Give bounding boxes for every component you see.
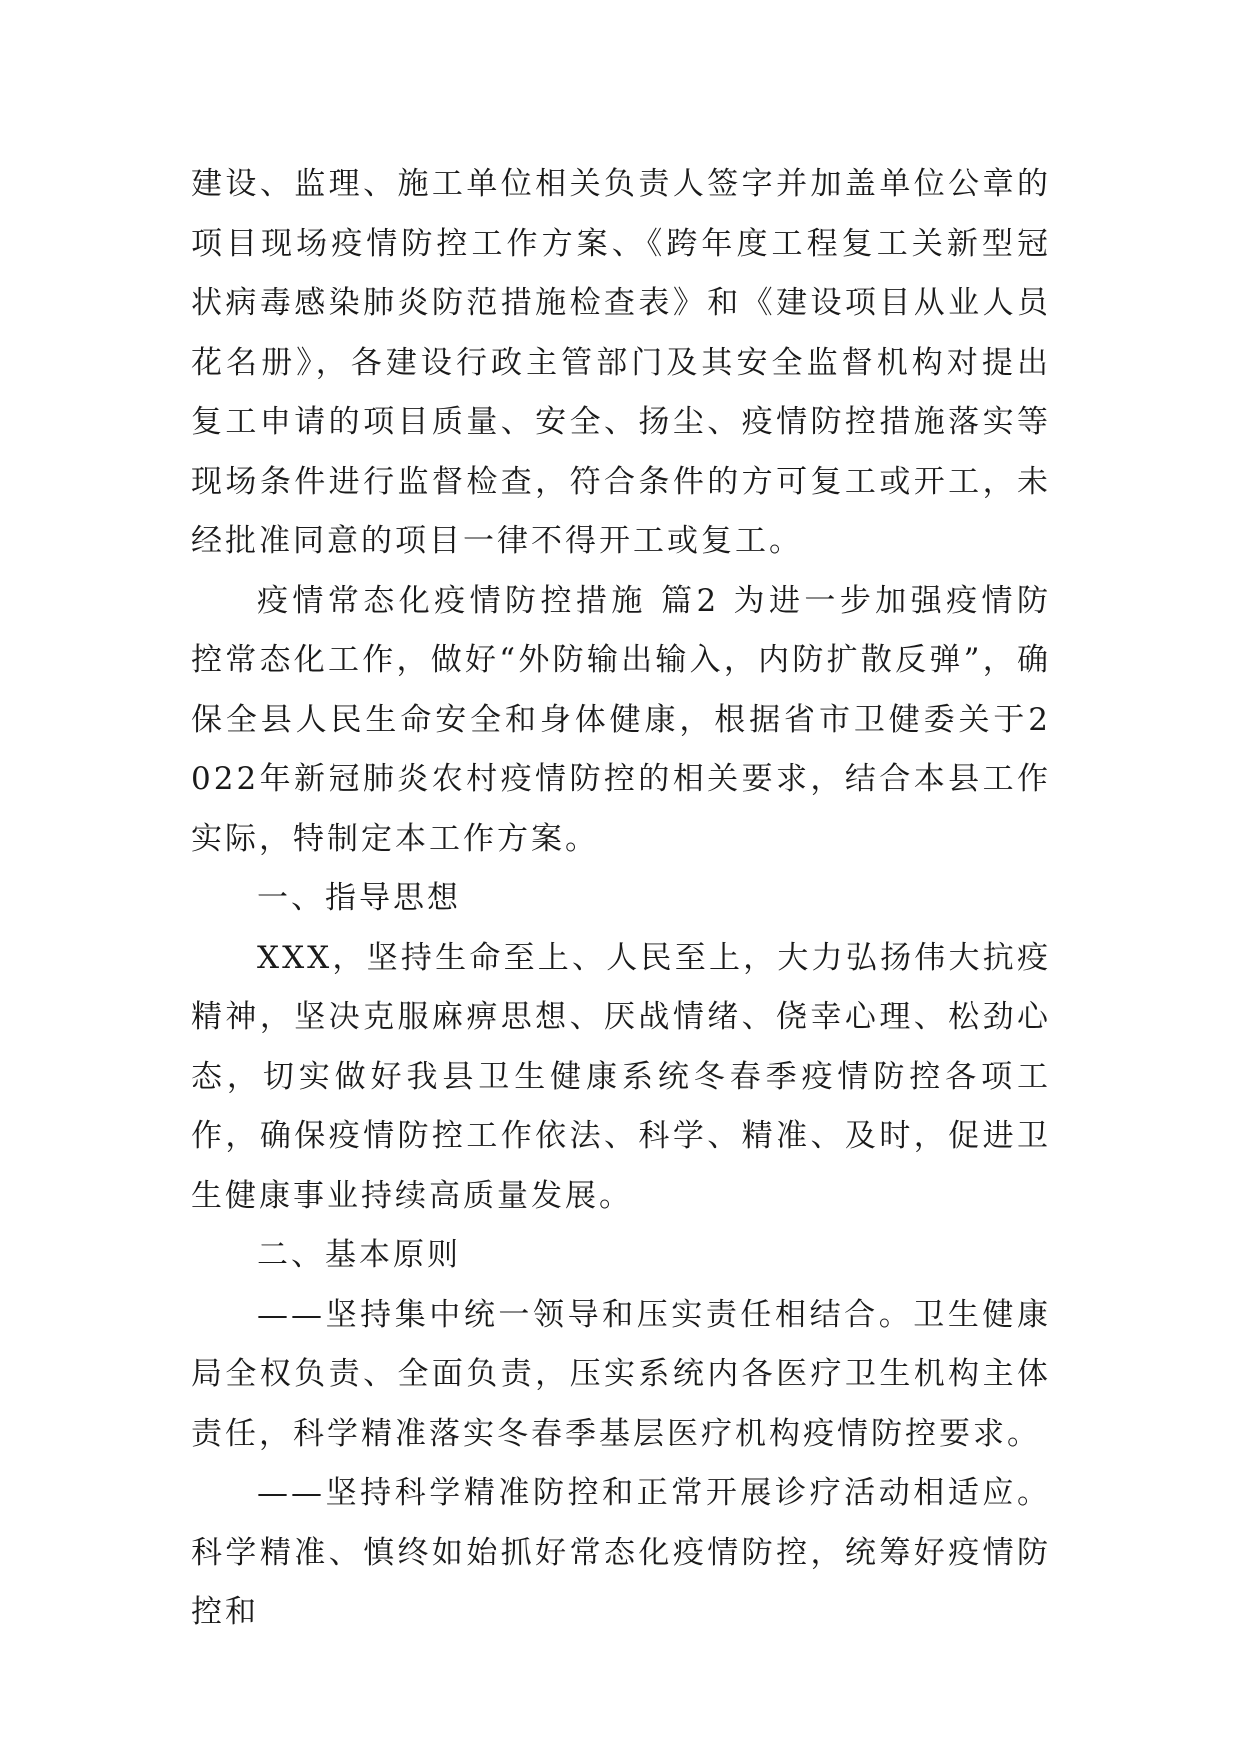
paragraph-article-2-intro: 疫情常态化疫情防控措施 篇2 为进一步加强疫情防控常态化工作，做好“外防输出输入，内防扩散反弹”，确保全县人民生命安全和身体健康，根据省市卫健委关于2022年新冠肺炎农村疫情防控的相关要求，结合本县工作实际，特制定本工作方案。 xyxy=(191,582,1051,857)
document-body xyxy=(191,155,1051,1643)
section-heading-guiding-ideology: 一、指导思想 xyxy=(257,880,461,916)
paragraph-principle-precision: ——坚持科学精准防控和正常开展诊疗活动相适应。科学精准、慎终如始抓好常态化疫情防控，统筹好疫情防控和 xyxy=(191,1475,1051,1630)
paragraph-principle-leadership: ——坚持集中统一领导和压实责任相结合。卫生健康局全权负责、全面负责，压实系统内各医疗卫生机构主体责任，科学精准落实冬春季基层医疗机构疫情防控要求。 xyxy=(191,1296,1051,1452)
section-heading-basic-principles: 二、基本原则 xyxy=(257,1237,461,1273)
paragraph-project-approval: 建设、监理、施工单位相关负责人签字并加盖单位公章的项目现场疫情防控工作方案、《跨年度工程复工关新型冠状病毒感染肺炎防范措施检查表》和《建设项目从业人员花名册》，各建设行政主管部门及其安全监督机构对提出复工申请的项目质量、安全、扬尘、疫情防控措施落实等现场条件进行监督检查，符合条件的方可复工或开工，未经批准同意的项目一律不得开工或复工。 xyxy=(191,166,1051,559)
paragraph-guiding-ideology: XXX，坚持生命至上、人民至上，大力弘扬伟大抗疫精神，坚决克服麻痹思想、厌战情绪、侥幸心理、松劲心态，切实做好我县卫生健康系统冬春季疫情防控各项工作，确保疫情防控工作依法、科学、精准、及时，促进卫生健康事业持续高质量发展。 xyxy=(191,939,1051,1214)
